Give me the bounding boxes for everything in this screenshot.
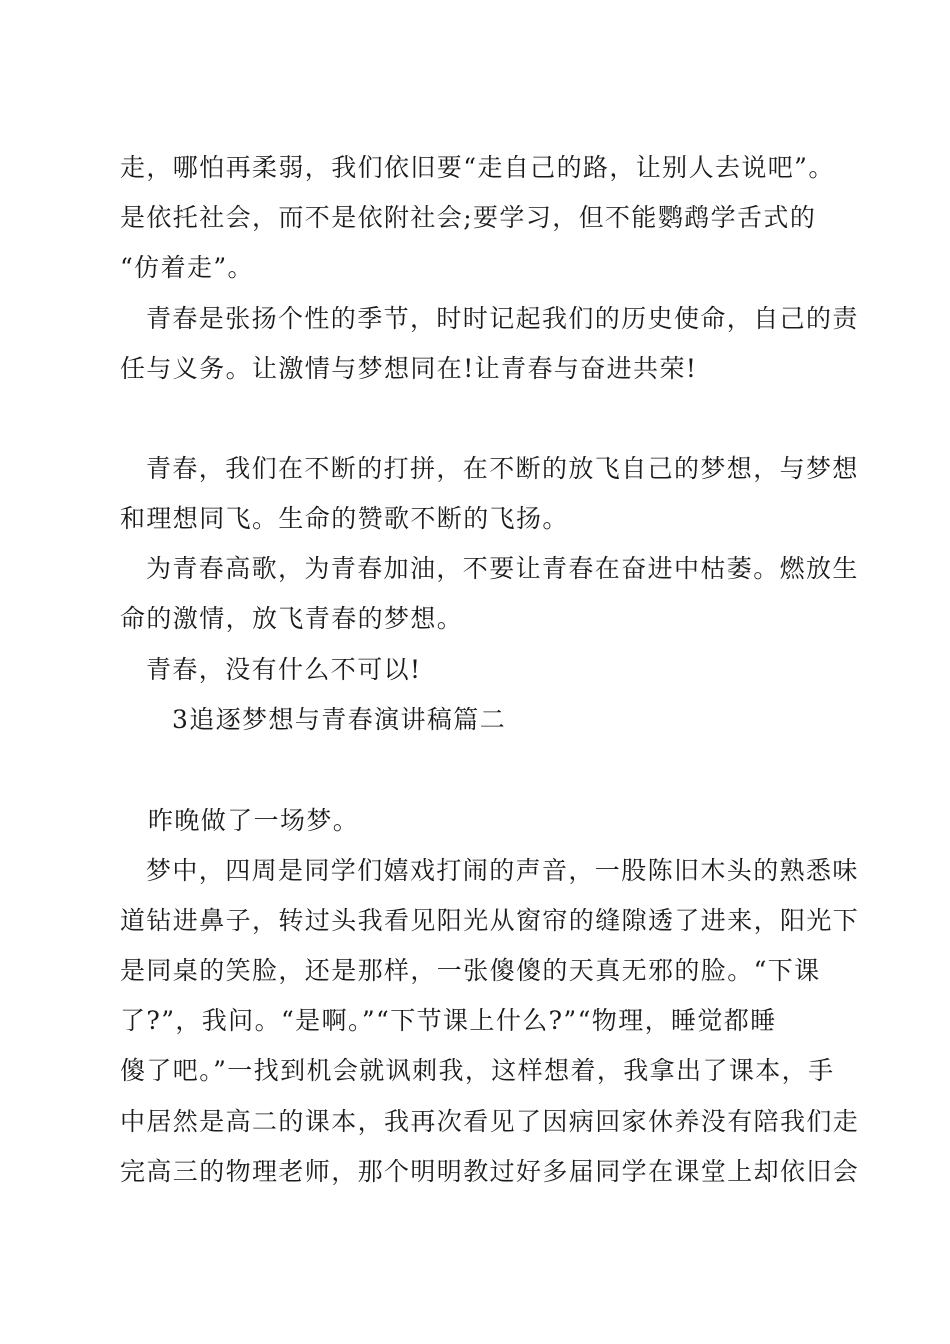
text-line: 傻了吧。”一找到机会就讽刺我，这样想着，我拿出了课本，手 bbox=[120, 1056, 835, 1085]
text-line: 走，哪怕再柔弱，我们依旧要“走自己的路，让别人去说吧”。 bbox=[120, 153, 835, 182]
text-line: 是同桌的笑脸，还是那样，一张傻傻的天真无邪的脸。“下课 bbox=[120, 956, 821, 985]
text-line: “仿着走”。 bbox=[120, 253, 254, 282]
text-line: 青春，没有什么不可以! bbox=[146, 655, 422, 684]
text-line: 青春，我们在不断的打拼，在不断的放飞自己的梦想，与梦想 bbox=[146, 454, 859, 483]
text-line: 青春是张扬个性的季节，时时记起我们的历史使命，自己的责 bbox=[146, 304, 859, 333]
text-line: 中居然是高二的课本，我再次看见了因病回家休养没有陪我们走 bbox=[120, 1107, 860, 1136]
section-heading: 3追逐梦想与青春演讲稿篇二 bbox=[172, 705, 507, 734]
text-line: 为青春高歌，为青春加油，不要让青春在奋进中枯萎。燃放生 bbox=[146, 554, 859, 583]
text-line: 和理想同飞。生命的赞歌不断的飞扬。 bbox=[120, 504, 569, 533]
text-line: 梦中，四周是同学们嬉戏打闹的声音，一股陈旧木头的熟悉味 bbox=[146, 856, 859, 885]
text-line: 昨晚做了一场梦。 bbox=[148, 806, 360, 835]
text-line: 完高三的物理老师，那个明明教过好多届同学在课堂上却依旧会 bbox=[120, 1157, 860, 1186]
text-line: 了?”，我问。“是啊。”“下节课上什么?”“物理，睡觉都睡 bbox=[120, 1006, 777, 1035]
text-line: 是依托社会，而不是依附社会;要学习，但不能鹦鹉学舌式的 bbox=[120, 203, 817, 232]
text-line: 道钻进鼻子，转过头我看见阳光从窗帘的缝隙透了进来，阳光下 bbox=[120, 906, 860, 935]
text-line: 任与义务。让激情与梦想同在!让青春与奋进共荣! bbox=[120, 354, 698, 383]
text-line: 命的激情，放飞青春的梦想。 bbox=[120, 604, 464, 633]
